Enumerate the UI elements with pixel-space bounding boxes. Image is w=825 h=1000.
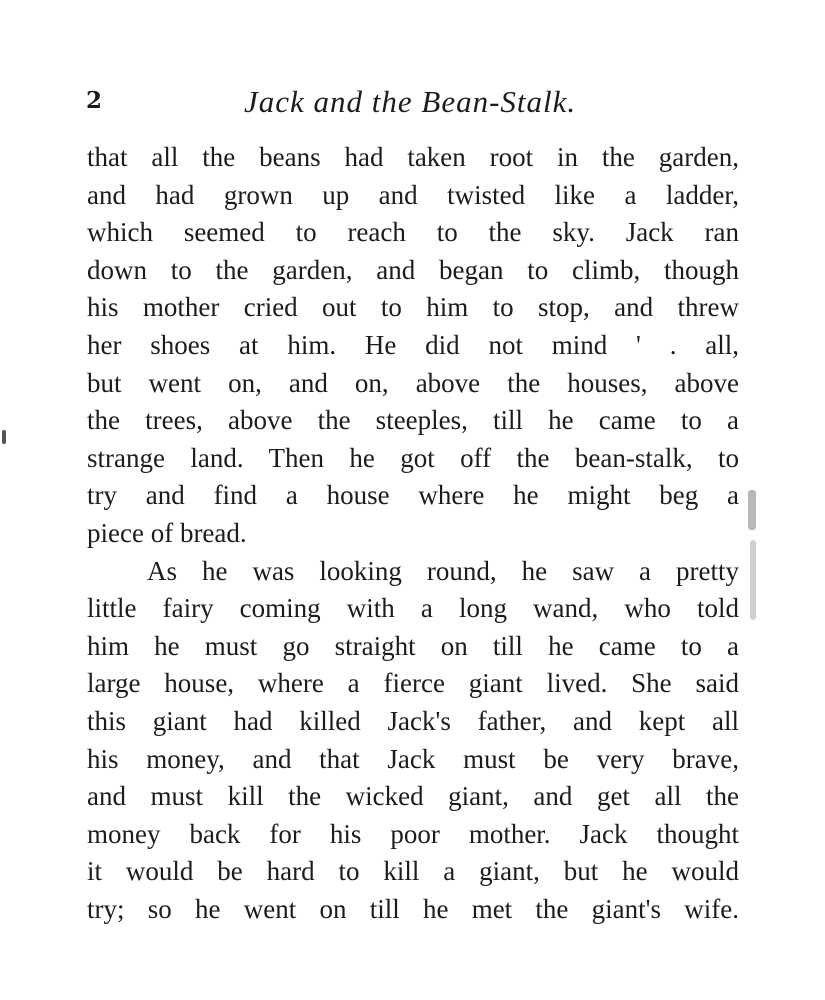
text-line: her shoes at him. He did not mind ' . all,	[87, 329, 739, 360]
paragraph-1	[87, 139, 739, 553]
text-line: money back for his poor mother. Jack thought	[87, 818, 739, 849]
text-line: it would be hard to kill a giant, but he would	[87, 856, 739, 887]
text-line: his mother cried out to him to stop, and threw	[87, 292, 739, 323]
text-line: but went on, and on, above the houses, above	[87, 367, 739, 398]
page-edge-smudge	[750, 540, 756, 620]
text-line: the trees, above the steeples, till he came to a	[87, 405, 739, 436]
page-header	[86, 76, 741, 126]
text-line: down to the garden, and began to climb, though	[87, 254, 739, 285]
text-line: strange land. Then he got off the bean-stalk, to	[87, 442, 739, 473]
text-line: that all the beans had taken root in the garden,	[87, 142, 739, 172]
text-line: this giant had killed Jack's father, and kept all	[87, 705, 739, 736]
text-line: his money, and that Jack must be very brave,	[87, 743, 739, 774]
text-line: As he was looking round, he saw a pretty	[147, 555, 739, 586]
page-edge-smudge	[2, 430, 6, 444]
text-line: and had grown up and twisted like a ladder,	[87, 179, 739, 210]
text-line: little fairy coming with a long wand, who told	[87, 593, 739, 624]
story-text	[87, 139, 739, 928]
text-line: large house, where a fierce giant lived. She said	[87, 668, 739, 699]
page-edge-smudge	[748, 490, 756, 530]
text-line: and must kill the wicked giant, and get all the	[87, 781, 739, 812]
text-line: try; so he went on till he met the giant's wife.	[87, 893, 739, 924]
text-line: which seemed to reach to the sky. Jack ran	[87, 217, 739, 248]
running-title: Jack and the Bean-Stalk.	[244, 84, 577, 119]
paragraph-2	[87, 553, 739, 929]
text-line: piece of bread.	[87, 517, 247, 548]
text-line: try and find a house where he might beg a	[87, 480, 739, 511]
text-line: him he must go straight on till he came to a	[87, 630, 739, 661]
page-number: 2	[86, 87, 103, 114]
